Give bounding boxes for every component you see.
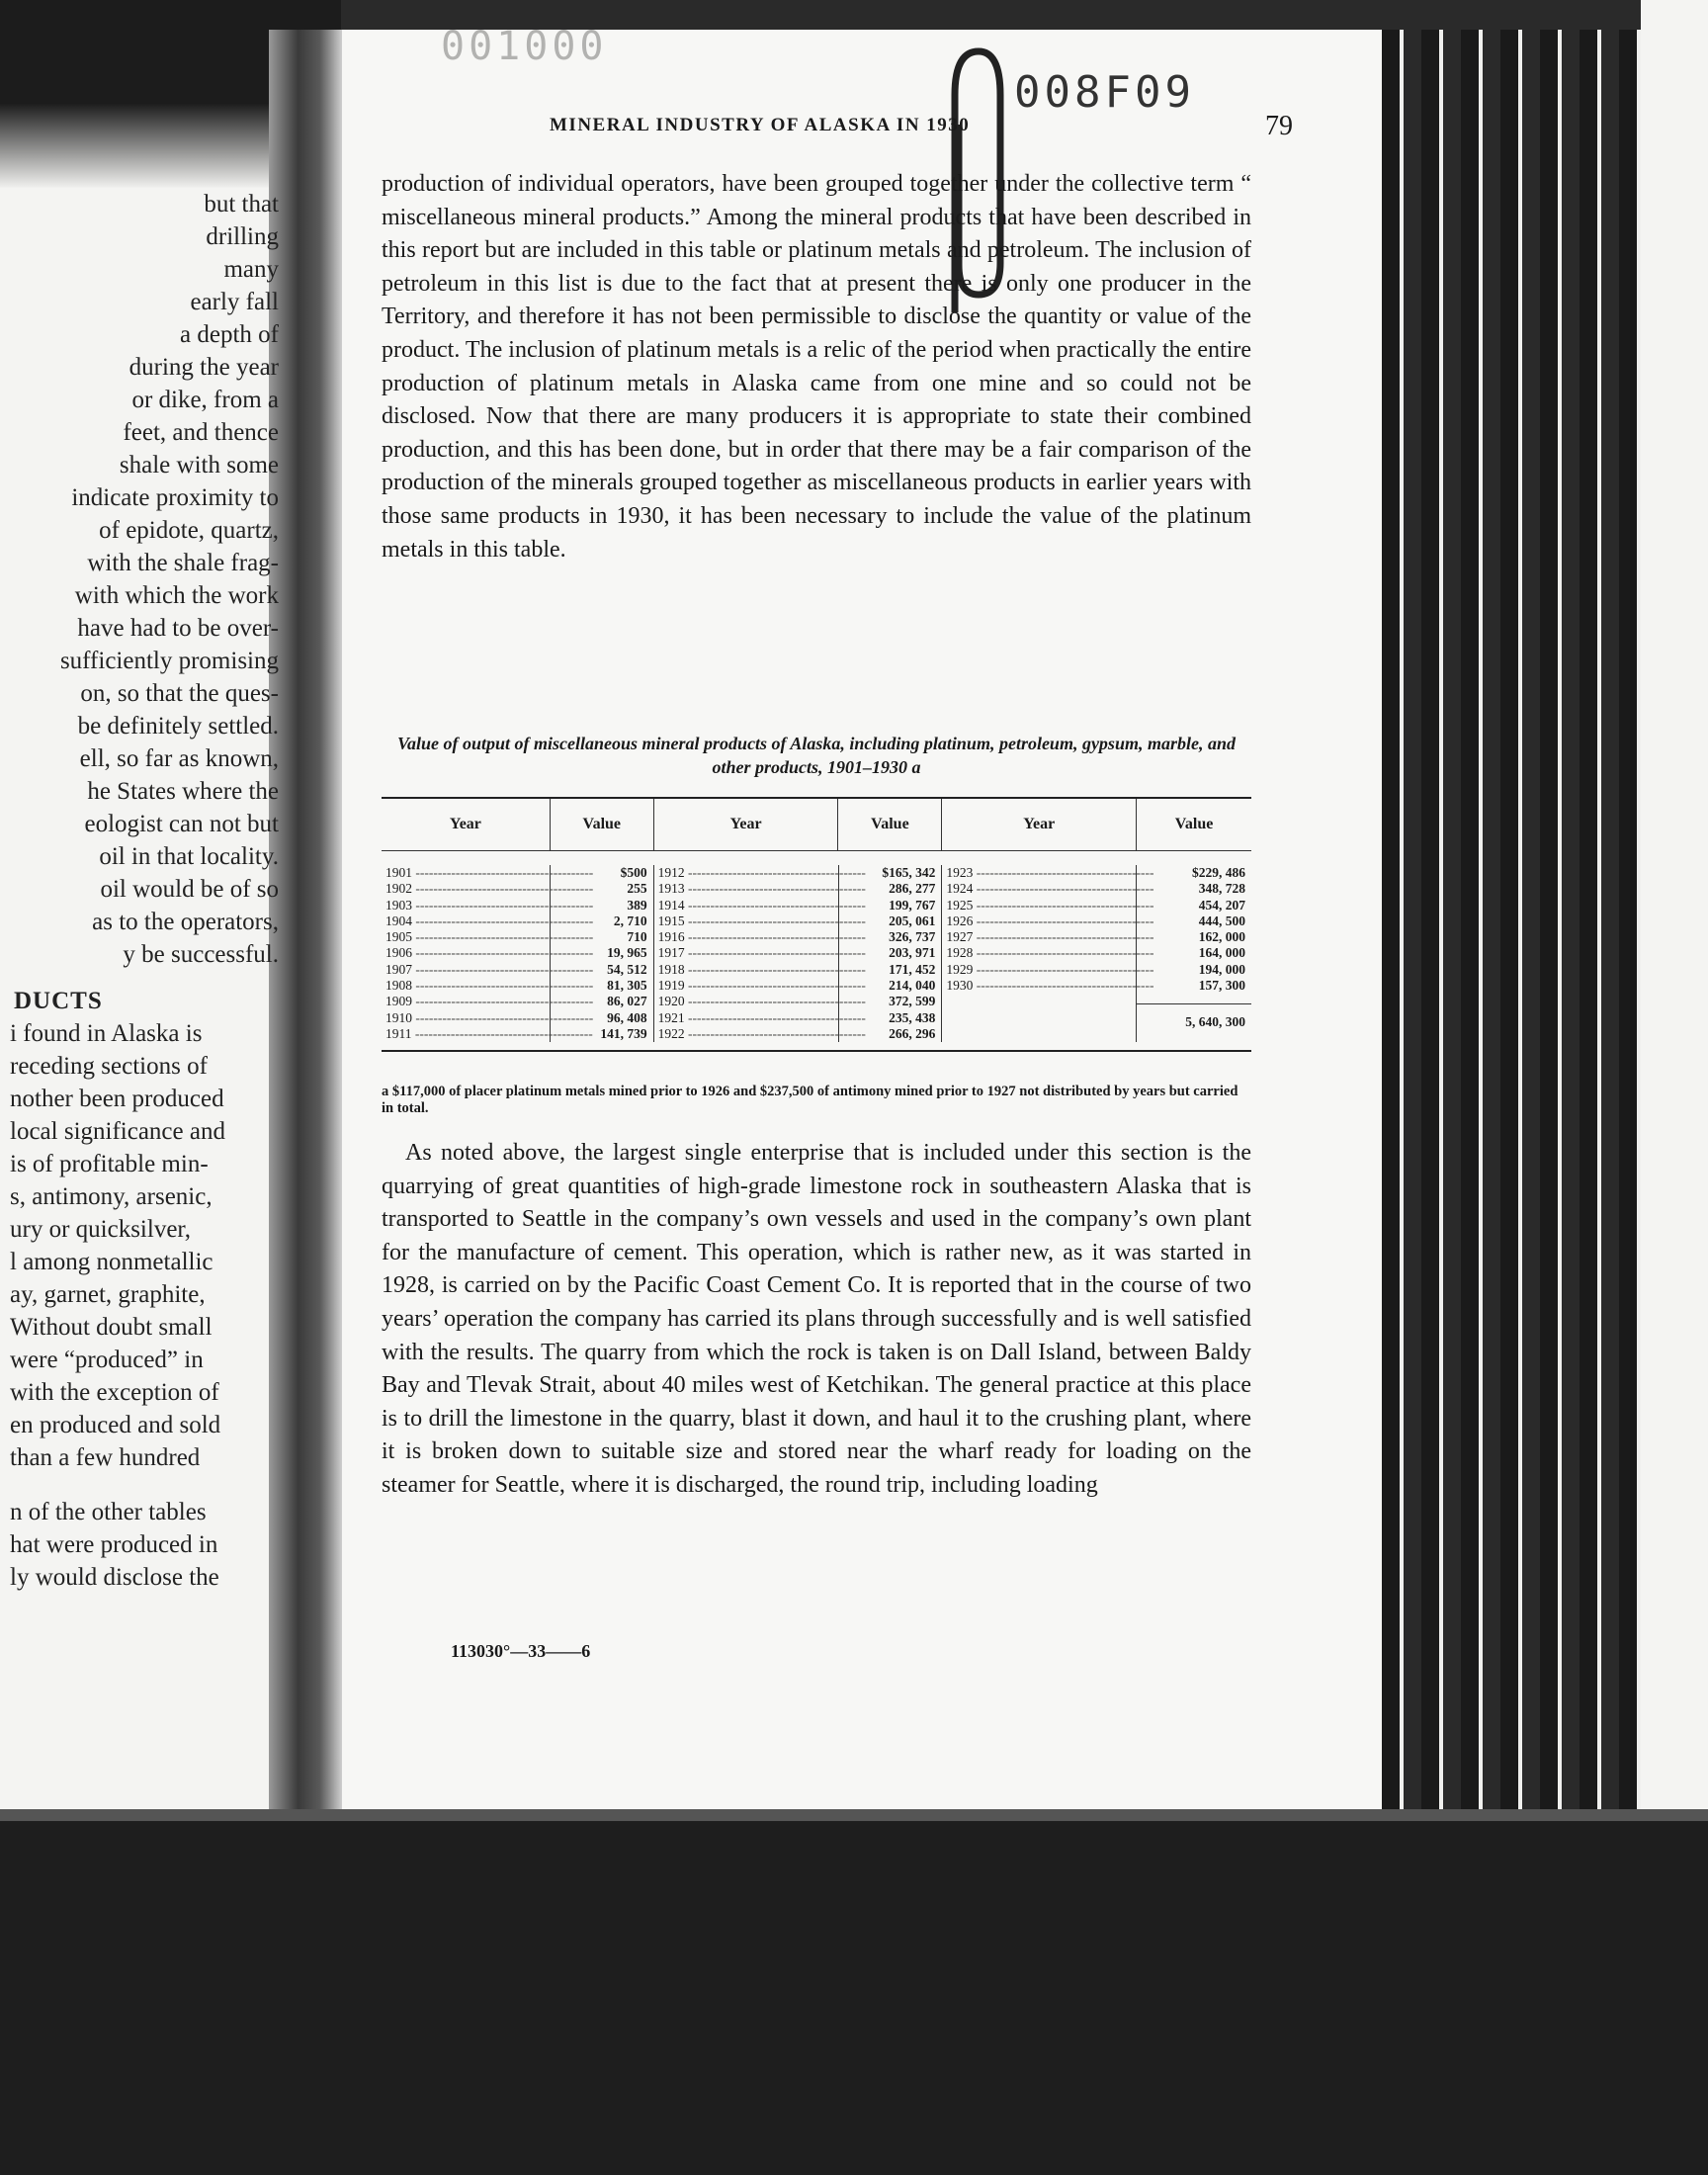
table-year-cell [382, 929, 594, 945]
table-body [382, 851, 1251, 1050]
table-year-cell [382, 913, 594, 929]
left-page-text [0, 188, 279, 1594]
leader-dots: ---------------------------------------- [684, 1025, 866, 1041]
bottom-dark-band [0, 1809, 1708, 2175]
left-page-line: a depth of [180, 321, 279, 348]
left-page-line: i found in Alaska is [10, 1020, 203, 1047]
running-head [342, 111, 1382, 150]
left-page-line: oil would be of so [100, 876, 279, 903]
table-value-cell: 199, 767 [889, 897, 936, 913]
left-page-line: nother been produced [10, 1086, 224, 1112]
table-value-cell: 203, 971 [889, 945, 936, 961]
table-value-cell: 171, 452 [889, 961, 936, 977]
table-header-year-1: Year [382, 799, 551, 850]
table-footnote: a $117,000 of placer platinum metals mined prior to 1926 and $237,500 of antimony mined prior to 1927 not distributed by years but carried in total. [382, 1084, 1238, 1116]
table-year-cell [654, 1009, 866, 1026]
table-value-cell: 19, 965 [607, 945, 647, 961]
left-page-line: have had to be over- [77, 615, 279, 642]
main-page [342, 24, 1382, 1809]
left-page-line: ly would disclose the [10, 1564, 219, 1591]
year-label: 1922 [657, 1025, 685, 1041]
table-year-cell [654, 1025, 866, 1042]
leader-dots: ---------------------------------------- [973, 961, 1154, 977]
left-page-line: Without doubt small [10, 1314, 213, 1341]
left-page-heading: DUCTS [14, 988, 103, 1014]
table-header-year-3: Year [942, 799, 1137, 850]
table-header-value-1: Value [551, 799, 654, 850]
leader-dots: ---------------------------------------- [684, 961, 866, 977]
year-label: 1912 [657, 865, 685, 880]
year-label: 1906 [385, 945, 412, 961]
table-year-cell [654, 994, 866, 1009]
year-label: 1908 [385, 978, 412, 994]
table-year-cell [654, 865, 866, 881]
table-value-cell: $500 [620, 865, 647, 880]
leader-dots: ---------------------------------------- [684, 881, 866, 897]
leader-dots: ---------------------------------------- [684, 865, 866, 880]
page-number: 79 [1265, 111, 1293, 141]
table-value-cell: 81, 305 [607, 978, 647, 994]
left-page-line: on, so that the ques- [80, 680, 279, 707]
year-label: 1921 [657, 1009, 685, 1025]
table-year-cell [382, 1025, 593, 1042]
leader-dots: ---------------------------------------- [973, 865, 1154, 880]
table-value-cell: 162, 000 [1198, 929, 1245, 945]
table-value-cell: 86, 027 [607, 994, 647, 1009]
left-page-line: but that [204, 191, 279, 218]
leader-dots: ---------------------------------------- [684, 897, 866, 913]
year-label: 1924 [946, 881, 974, 897]
left-page-line: oil in that locality. [99, 843, 279, 870]
table-total: 5, 640, 300 [1137, 1003, 1251, 1030]
table-value-cell: 235, 438 [889, 1009, 936, 1025]
left-page-line: of epidote, quartz, [99, 517, 279, 544]
table-value-cell: 326, 737 [889, 929, 936, 945]
left-page-line: with the shale frag- [87, 550, 279, 576]
table-value-cell: 444, 500 [1198, 913, 1245, 928]
table-header-value-2: Value [838, 799, 942, 850]
year-label: 1914 [657, 897, 685, 913]
leader-dots: ---------------------------------------- [412, 1009, 594, 1025]
left-page-line: local significance and [10, 1118, 225, 1145]
year-label: 1929 [946, 961, 974, 977]
leader-dots: ---------------------------------------- [412, 978, 594, 994]
table-year-cell [942, 929, 1154, 945]
left-page-line: ay, garnet, graphite, [10, 1281, 206, 1308]
table-value-cell: 214, 040 [889, 978, 936, 994]
leader-dots: ---------------------------------------- [412, 945, 594, 961]
leader-dots: ---------------------------------------- [684, 929, 866, 945]
table-value-cell: 141, 739 [600, 1025, 647, 1041]
leader-dots: ---------------------------------------- [411, 1025, 593, 1041]
year-label: 1902 [385, 881, 412, 897]
table-year-cell [382, 994, 594, 1009]
leader-dots: ---------------------------------------- [973, 881, 1154, 897]
table-value-cell: 348, 728 [1198, 881, 1245, 897]
year-label: 1925 [946, 897, 974, 913]
left-page-line: ell, so far as known, [79, 745, 279, 772]
year-label: 1909 [385, 994, 412, 1009]
left-page-line: receding sections of [10, 1053, 208, 1080]
year-label: 1915 [657, 913, 685, 928]
table-caption: Value of output of miscellaneous mineral products of Alaska, including platinum, petroleum, gypsum, marble, and other products, 1901–1930 a [397, 734, 1236, 777]
table-value-cell: 710 [627, 929, 647, 945]
table-year-cell [942, 978, 1154, 994]
leader-dots: ---------------------------------------- [412, 961, 594, 977]
year-label: 1907 [385, 961, 412, 977]
table-value-cell: 372, 599 [889, 994, 936, 1009]
left-page-line: or dike, from a [131, 387, 279, 413]
table-year-cell [382, 865, 594, 881]
year-label: 1926 [946, 913, 974, 928]
left-page-line: eologist can not but [84, 811, 279, 837]
leader-dots: ---------------------------------------- [684, 1009, 866, 1025]
top-stamp: 001000 [441, 24, 608, 69]
table-year-cell [382, 897, 594, 914]
year-label: 1927 [946, 929, 974, 945]
table-year-cell [382, 961, 594, 978]
leader-dots: ---------------------------------------- [973, 929, 1154, 945]
running-head-title: MINERAL INDUSTRY OF ALASKA IN 1930 [550, 115, 971, 135]
table-year-cell [382, 945, 594, 961]
table-value-cell: 164, 000 [1198, 945, 1245, 961]
year-label: 1913 [657, 881, 685, 897]
table-year-cell [382, 1009, 594, 1026]
left-page-line: early fall [190, 289, 279, 315]
left-page-line: than a few hundred [10, 1444, 201, 1471]
bottom-edge-highlight [0, 1809, 1708, 1821]
leader-dots: ---------------------------------------- [684, 945, 866, 961]
left-page-line: feet, and thence [123, 419, 279, 446]
table-year-cell [942, 961, 1154, 978]
leader-dots: ---------------------------------------- [412, 897, 594, 913]
output-table [382, 797, 1251, 1052]
table-value-cell: 389 [627, 897, 647, 913]
left-page-line: hat were produced in [10, 1531, 218, 1558]
table-value-cell: 157, 300 [1198, 978, 1245, 994]
table-year-cell [382, 881, 594, 897]
leader-dots: ---------------------------------------- [412, 913, 594, 928]
year-label: 1904 [385, 913, 412, 928]
leader-dots: ---------------------------------------- [412, 994, 594, 1009]
left-page-line: l among nonmetallic [10, 1249, 214, 1275]
table-header-value-3: Value [1174, 816, 1214, 832]
left-page-line: drilling [206, 223, 279, 250]
table-value-cell: 454, 207 [1198, 897, 1245, 913]
left-page-line: n of the other tables [10, 1499, 207, 1525]
table-year-cell [942, 897, 1154, 914]
left-page-line: were “produced” in [10, 1347, 204, 1373]
left-page-line: be definitely settled. [77, 713, 279, 740]
table-year-cell [942, 881, 1154, 897]
left-page-line: en produced and sold [10, 1412, 221, 1438]
body-paragraph-1: production of individual operators, have been grouped together under the collective term “ miscellaneous mineral products.” Among the mineral products that have been described in this report but are included in this table or platinum metals and petroleum. The inclusion of petroleum in this list is due to the fact that at present there is only one producer in the Territory, and therefore it has not been permissible to disclose the quantity or value of the product. The inclusion of platinum metals is a relic of the period when practically the entire production of platinum metals in Alaska came from one mine and so could not be disclosed. Now that there are many producers it is appropriate to state their combined production, and this has been done, but in order that there may be a fair comparison of the production of the minerals grouped together as miscellaneous products in earlier years with those same products in 1930, it has been necessary to include the value of the platinum metals in this table. [382, 171, 1251, 563]
year-label: 1910 [385, 1009, 412, 1025]
left-page-line: many [223, 256, 279, 283]
gutter-shadow [269, 30, 342, 1819]
left-page-line: as to the operators, [92, 909, 279, 935]
table-year-cell [654, 913, 866, 929]
leader-dots: ---------------------------------------- [412, 865, 594, 880]
table-header-row [382, 799, 1251, 851]
body-paragraph-2: As noted above, the largest single enterprise that is included under this section is the quarrying of great quantities of high-grade limestone rock in southeastern Alaska that is transported to Seattle in the company’s own vessels and used in the company’s own plant for the manufacture of cement. This operation, which is rather new, as it was started in 1928, is carried on by the Pacific Coast Cement Co. It is reported that in the course of two years’ operation the company has carried its plans through successfully and is well satisfied with the results. The quarry from which the rock is taken is on Dall Island, between Baldy Bay and Tlevak Strait, about 40 miles west of Ketchikan. The general practice at this place is to drill the limestone in the quarry, blast it down, and haul it to the crushing plant, where it is broken down to suitable size and stored near the wharf ready for loading on the steamer for Seattle, where it is discharged, the round trip, including loading [382, 1140, 1251, 1498]
left-page-line: with which the work [74, 582, 279, 609]
left-page-line: during the year [128, 354, 279, 381]
year-label: 1918 [657, 961, 685, 977]
year-label: 1911 [385, 1025, 412, 1041]
left-page-line: indicate proximity to [71, 484, 279, 511]
left-page-line: is of profitable min- [10, 1151, 209, 1177]
left-page-line: with the exception of [10, 1379, 219, 1406]
table-value-cell: 255 [627, 881, 647, 897]
table-value-cell: $229, 486 [1191, 865, 1245, 880]
right-far-background [1641, 0, 1708, 1829]
leader-dots: ---------------------------------------- [973, 897, 1154, 913]
left-page-line: ury or quicksilver, [10, 1216, 191, 1243]
print-code: 113030°—33——6 [451, 1641, 591, 1661]
table-year-cell [654, 929, 866, 945]
table-value-cell: $165, 342 [882, 865, 936, 880]
year-label: 1928 [946, 945, 974, 961]
year-label: 1903 [385, 897, 412, 913]
left-page-line: sufficiently promising [59, 648, 279, 674]
table-year-cell [654, 897, 866, 914]
year-label: 1930 [946, 978, 974, 994]
year-label: 1920 [657, 994, 685, 1009]
table-year-cell [942, 913, 1154, 929]
table-value-cell: 205, 061 [889, 913, 936, 928]
leader-dots: ---------------------------------------- [973, 978, 1154, 994]
leader-dots: ---------------------------------------- [973, 913, 1154, 928]
table-year-cell [654, 961, 866, 978]
leader-dots: ---------------------------------------- [412, 929, 594, 945]
left-page-line: s, antimony, arsenic, [10, 1183, 213, 1210]
table-header-year-2: Year [654, 799, 839, 850]
table-year-cell [654, 881, 866, 897]
year-label: 1919 [657, 978, 685, 994]
leader-dots: ---------------------------------------- [412, 881, 594, 897]
table-value-cell: 286, 277 [889, 881, 936, 897]
year-label: 1905 [385, 929, 412, 945]
left-page-line: he States where the [87, 778, 279, 805]
table-value-cell: 96, 408 [607, 1009, 647, 1025]
table-value-cell: 194, 000 [1198, 961, 1245, 977]
table-value-cell: 266, 296 [889, 1025, 936, 1041]
leader-dots: ---------------------------------------- [684, 978, 866, 994]
table-value-cell: 54, 512 [607, 961, 647, 977]
table-year-cell [654, 978, 866, 994]
table-year-cell [654, 945, 866, 961]
year-label: 1917 [657, 945, 685, 961]
left-page-line: y be successful. [123, 941, 279, 968]
table-year-cell [942, 945, 1154, 961]
table-value-cell: 2, 710 [613, 913, 647, 928]
year-label: 1901 [385, 865, 412, 880]
year-label: 1916 [657, 929, 685, 945]
left-page-line: shale with some [119, 452, 279, 478]
table-year-cell [942, 865, 1154, 881]
leader-dots: ---------------------------------------- [684, 913, 866, 928]
leader-dots: ---------------------------------------- [684, 994, 866, 1009]
year-label: 1923 [946, 865, 974, 880]
table-year-cell [382, 978, 594, 994]
archive-stamp-number: 008F09 [1014, 67, 1195, 118]
leader-dots: ---------------------------------------- [973, 945, 1154, 961]
